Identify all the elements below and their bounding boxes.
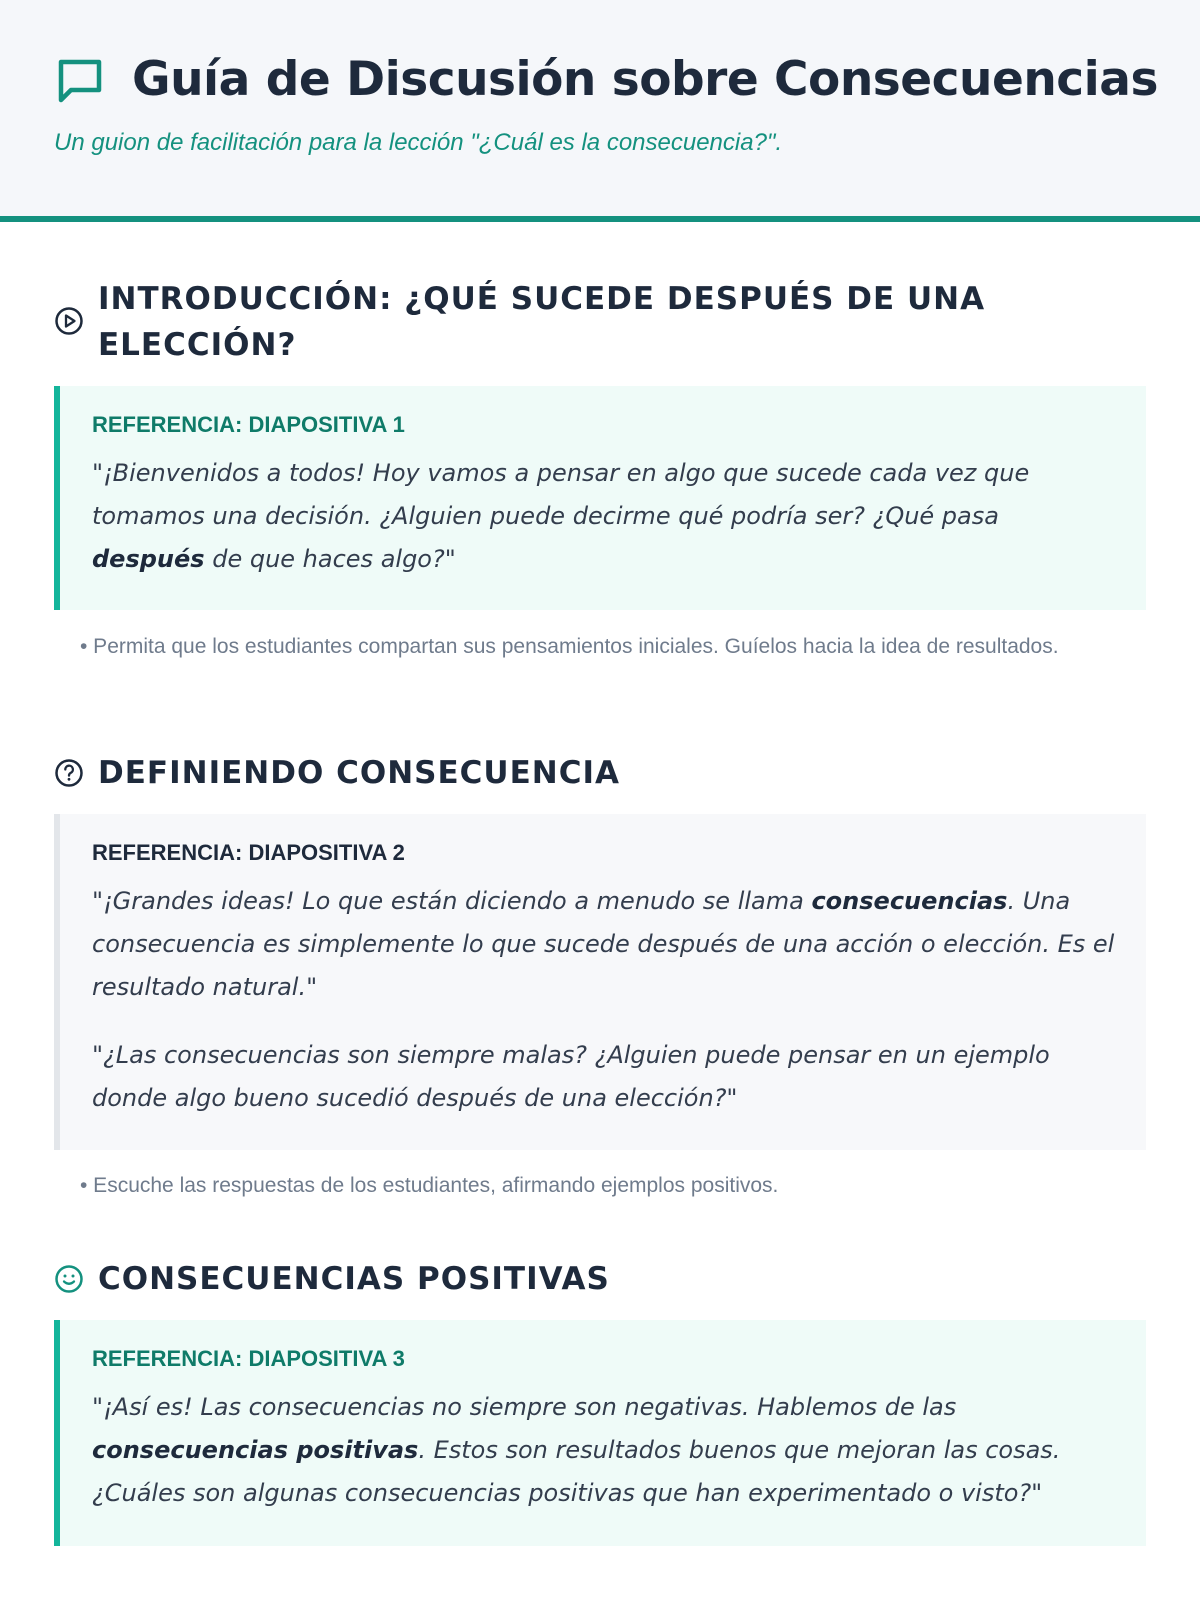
- play-circle-icon: [54, 306, 84, 336]
- script-quote: "¡Así es! Las consecuencias no siempre son negativas. Hablemos de las consecuencias positivas. Estos son resultados buenos que mejoran las cosas. ¿Cuáles son algunas consecuencias positivas que han experimentado o visto?": [92, 1393, 1061, 1507]
- page-title: Guía de Discusión sobre Consecuencias: [132, 52, 1158, 107]
- script-card-slide-1: [54, 386, 1146, 610]
- section-title: INTRODUCCIÓN: ¿QUÉ SUCEDE DESPUÉS DE UNA ELECCIÓN?: [98, 281, 986, 363]
- script-quote: "¡Bienvenidos a todos! Hoy vamos a pensar en algo que sucede cada vez que tomamos una decisión. ¿Alguien puede decirme qué podría ser? ¿Qué pasa después de que haces algo?": [92, 459, 1030, 573]
- emphasis-text: consecuencias positivas: [92, 1436, 419, 1464]
- page-subtitle: Un guion de facilitación para la lección "¿Cuál es la consecuencia?".: [54, 129, 783, 156]
- facilitator-note: • Escuche las respuestas de los estudiantes, afirmando ejemplos positivos.: [80, 1174, 779, 1197]
- facilitator-note: • Permita que los estudiantes compartan sus pensamientos iniciales. Guíelos hacia la idea de resultados.: [80, 635, 1059, 658]
- section-heading-positive: [54, 1256, 610, 1302]
- page-header: [0, 0, 1200, 222]
- smile-icon: [54, 1264, 84, 1294]
- section-heading-intro: [54, 276, 1058, 368]
- script-quote-followup: "¿Las consecuencias son siempre malas? ¿Alguien puede pensar en un ejemplo donde algo bueno sucedió después de una elección?": [92, 1041, 1050, 1112]
- section-title: CONSECUENCIAS POSITIVAS: [98, 1261, 610, 1297]
- emphasis-text: después: [92, 545, 205, 573]
- slide-reference: REFERENCIA: DIAPOSITIVA 1: [92, 412, 405, 437]
- script-card-slide-2: [54, 814, 1146, 1150]
- slide-reference: REFERENCIA: DIAPOSITIVA 2: [92, 840, 405, 865]
- question-circle-icon: [54, 758, 84, 788]
- chat-bubble-icon: [54, 54, 106, 106]
- section-heading-definition: [54, 750, 620, 796]
- title-row: [54, 52, 1158, 107]
- script-card-slide-3: [54, 1320, 1146, 1546]
- slide-reference: REFERENCIA: DIAPOSITIVA 3: [92, 1346, 405, 1371]
- script-quote: "¡Grandes ideas! Lo que están diciendo a menudo se llama consecuencias. Una consecuencia es simplemente lo que sucede después de una acción o elección. Es el resultado natural.": [92, 887, 1115, 1001]
- emphasis-text: consecuencias: [811, 887, 1008, 915]
- section-title: DEFINIENDO CONSECUENCIA: [98, 755, 620, 791]
